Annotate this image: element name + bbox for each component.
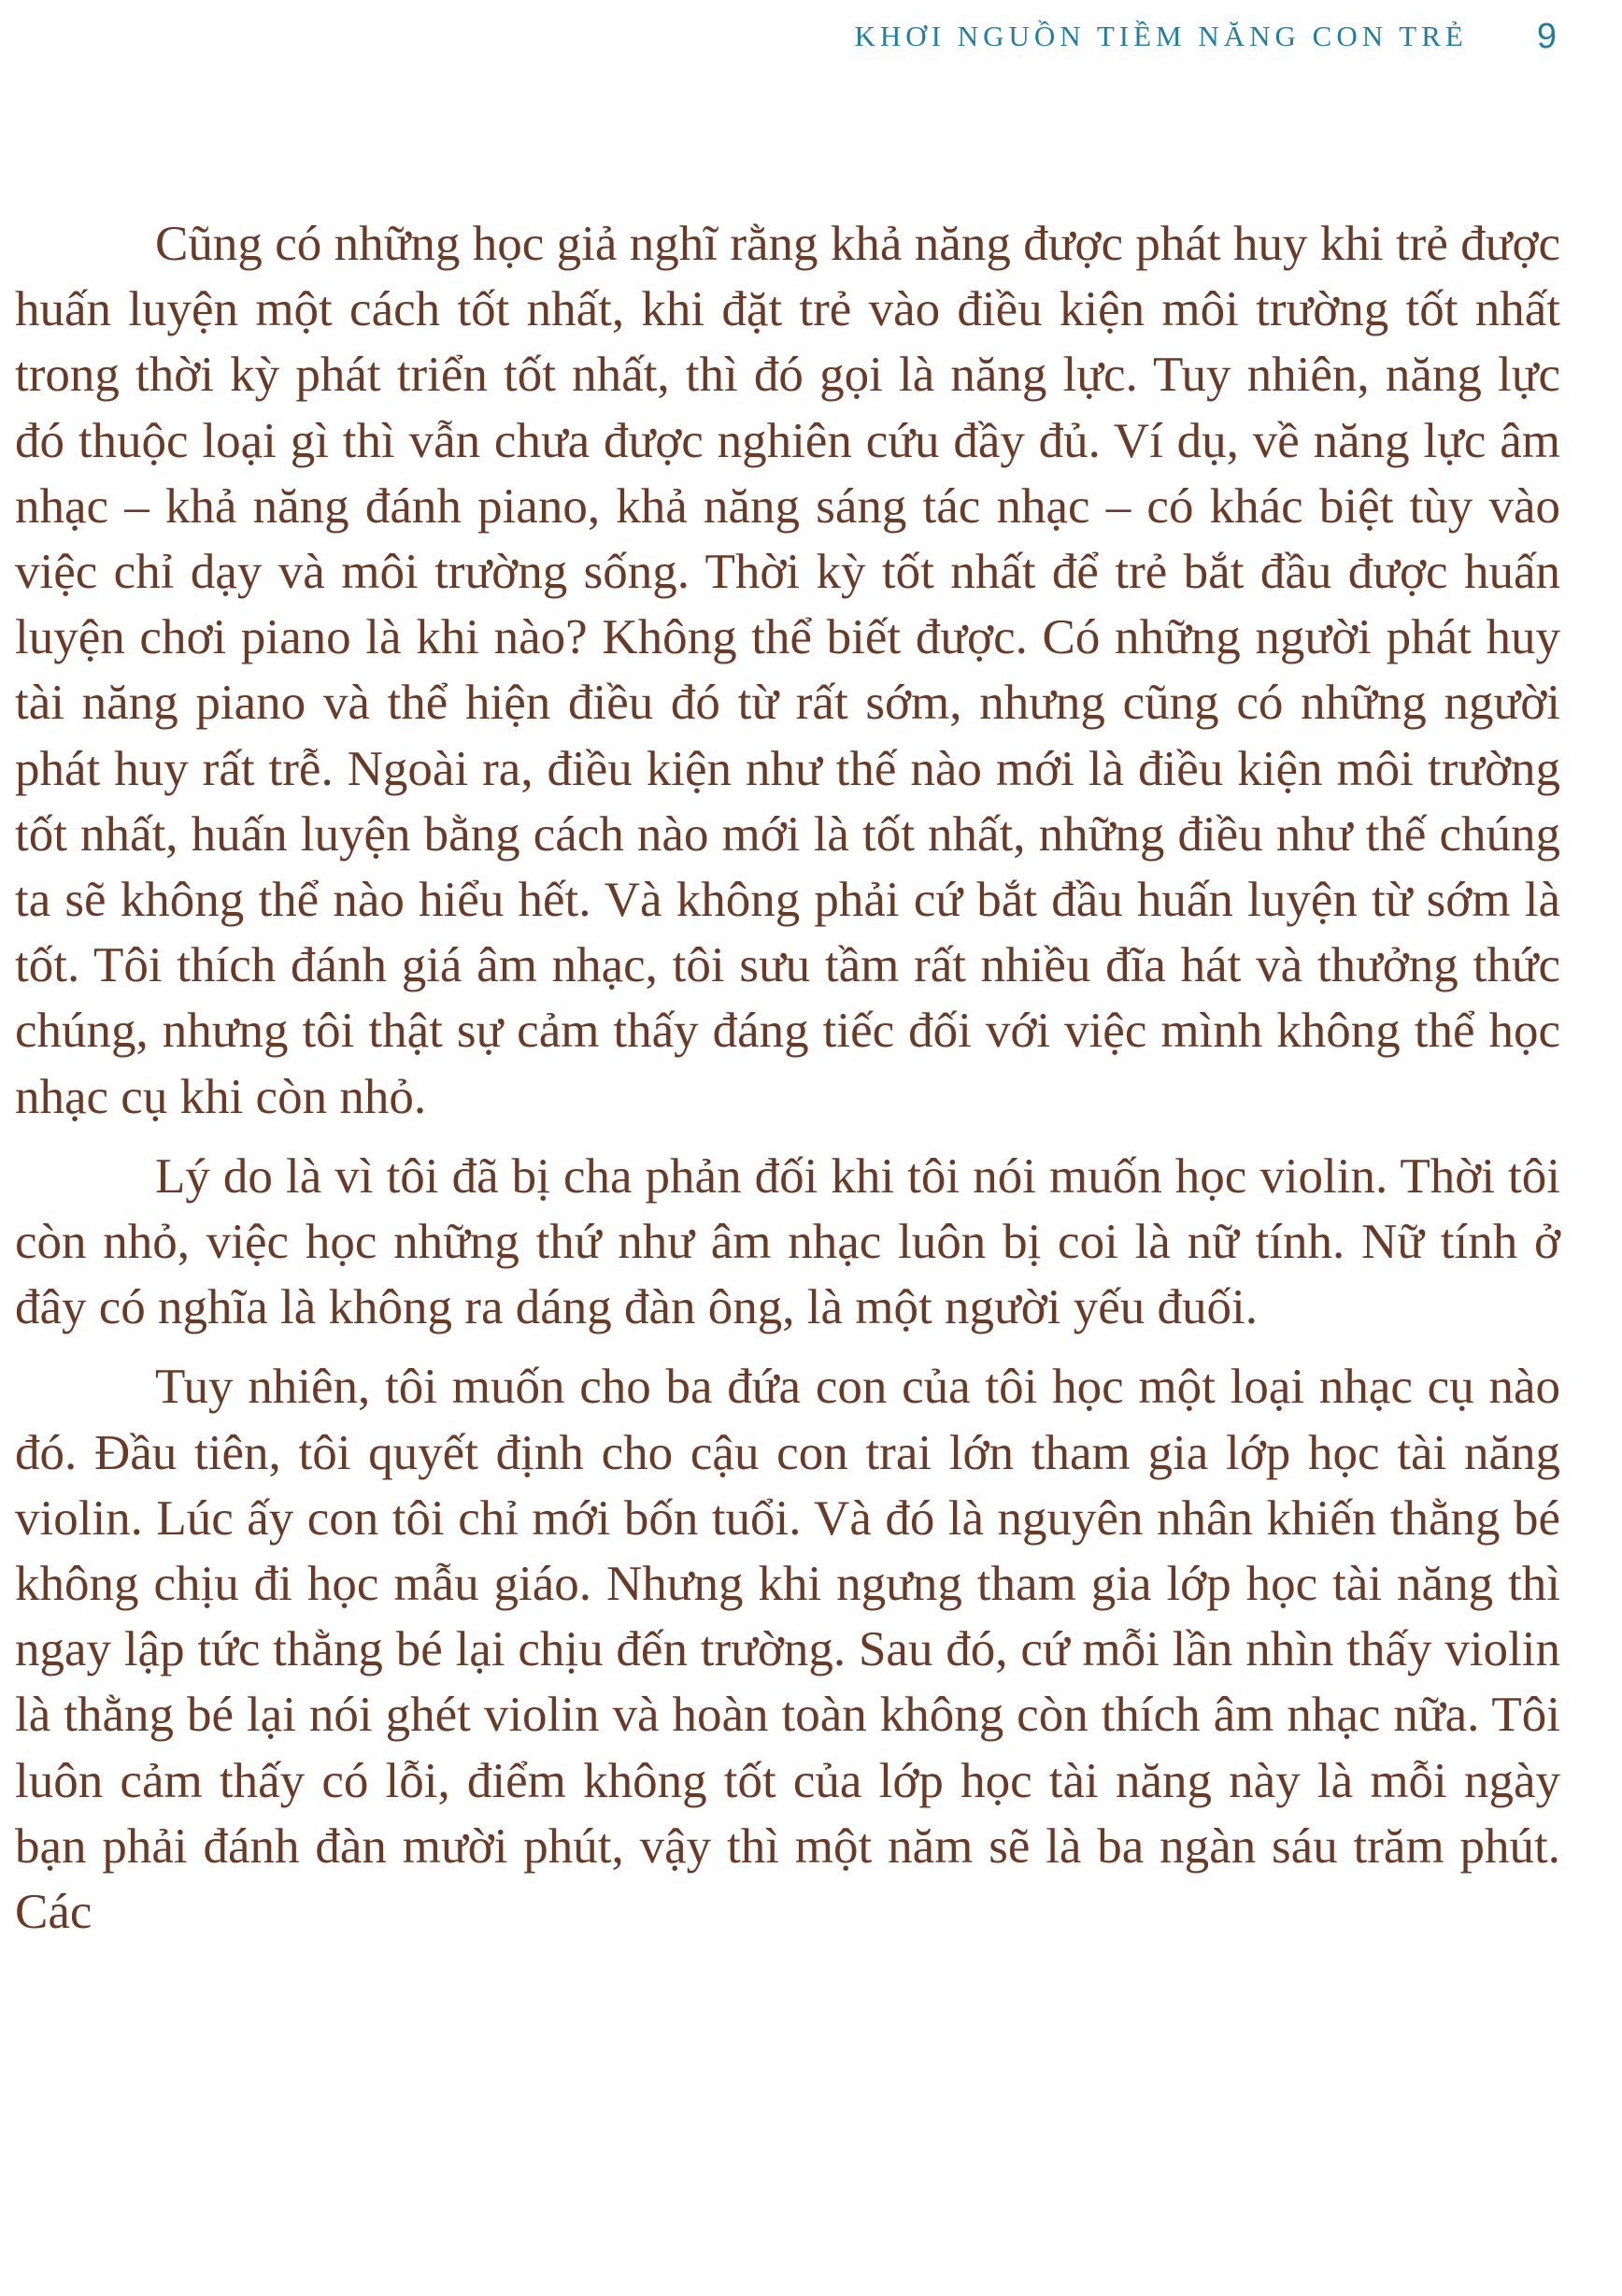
paragraph: Lý do là vì tôi đã bị cha phản đối khi tôi nói muốn học violin. Thời tôi còn nhỏ, việc học những thứ như âm nhạc luôn bị coi là nữ tính. Nữ tính ở đây có nghĩa là không ra dáng đàn ông, là một người yếu đuối. [15, 1148, 1560, 1335]
running-header [855, 13, 1558, 60]
page-number: 9 [1536, 16, 1557, 56]
running-title: KHƠI NGUỒN TIỀM NĂNG CON TRẺ [854, 20, 1468, 52]
paragraph: Cũng có những học giả nghĩ rằng khả năng được phát huy khi trẻ được huấn luyện một cách tốt nhất, khi đặt trẻ vào điều kiện môi trường tốt nhất trong thời kỳ phát triển tốt nhất, thì đó gọi là năng lực. Tuy nhiên, năng lực đó thuộc loại gì thì vẫn chưa được nghiên cứu đầy đủ. Ví dụ, về năng lực âm nhạc – khả năng đánh piano, khả năng sáng tác nhạc – có khác biệt tùy vào việc chỉ dạy và môi trường sống. Thời kỳ tốt nhất để trẻ bắt đầu được huấn luyện chơi piano là khi nào? Không thể biết được. Có những người phát huy tài năng piano và thể hiện điều đó từ rất sớm, nhưng cũng có những người phát huy rất trễ. Ngoài ra, điều kiện như thế nào mới là điều kiện môi trường tốt nhất, huấn luyện bằng cách nào mới là tốt nhất, những điều như thế chúng ta sẽ không thể nào hiểu hết. Và không phải cứ bắt đầu huấn luyện từ sớm là tốt. Tôi thích đánh giá âm nhạc, tôi sưu tầm rất nhiều đĩa hát và thưởng thức chúng, nhưng tôi thật sự cảm thấy đáng tiếc đối với việc mình không thể học nhạc cụ khi còn nhỏ. [15, 217, 1560, 1124]
paragraph: Tuy nhiên, tôi muốn cho ba đứa con của tôi học một loại nhạc cụ nào đó. Đầu tiên, tôi quyết định cho cậu con trai lớn tham gia lớp học tài năng violin. Lúc ấy con tôi chỉ mới bốn tuổi. Và đó là nguyên nhân khiến thằng bé không chịu đi học mẫu giáo. Nhưng khi ngưng tham gia lớp học tài năng thì ngay lập tức thằng bé lại chịu đến trường. Sau đó, cứ mỗi lần nhìn thấy violin là thằng bé lại nói ghét violin và hoàn toàn không còn thích âm nhạc nữa. Tôi luôn cảm thấy có lỗi, điểm không tốt của lớp học tài năng này là mỗi ngày bạn phải đánh đàn mười phút, vậy thì một năm sẽ là ba ngàn sáu trăm phút. Các [15, 1360, 1560, 1940]
body-text [15, 211, 1560, 1959]
